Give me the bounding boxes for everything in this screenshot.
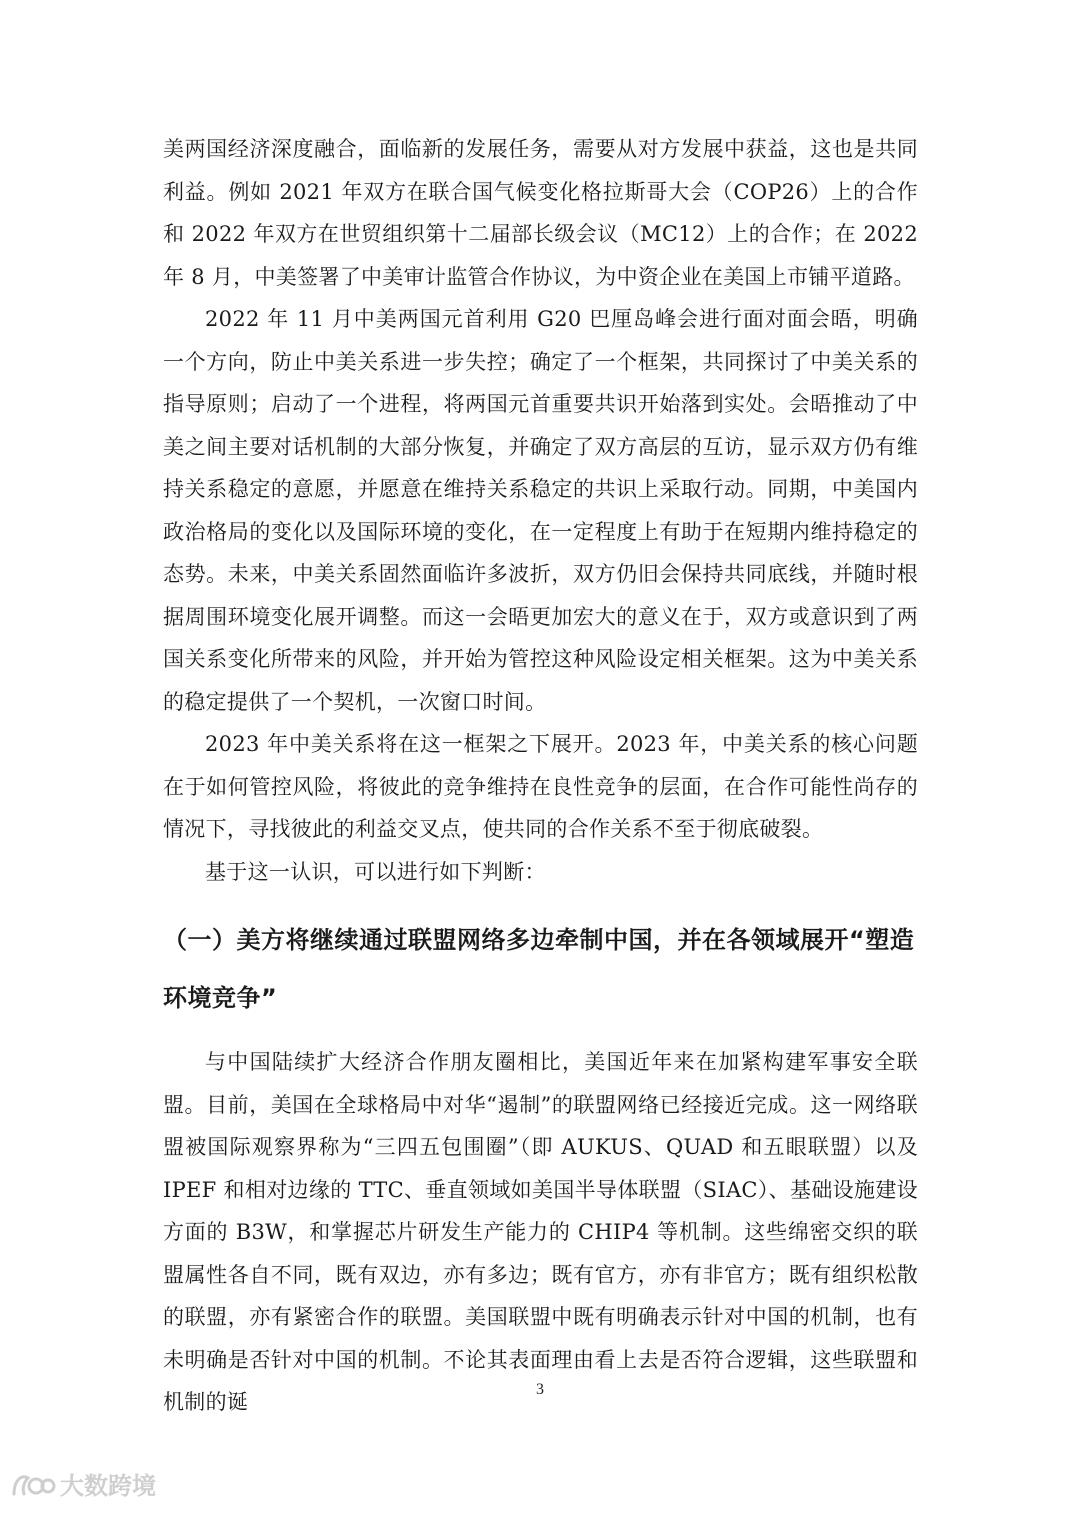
logo-icon <box>10 1468 56 1500</box>
paragraph: 2023 年中美关系将在这一框架之下展开。2023 年，中美关系的核心问题在于如何管控风险，将彼此的竞争维持在良性竞争的层面，在合作可能性尚存的情况下，寻找彼此的利益交叉点，使共同的合作关系不至于彻底破裂。 <box>163 732 918 841</box>
section-heading: （一）美方将继续通过联盟网络多边牵制中国，并在各领域展开“塑造环境竞争” <box>163 926 915 1012</box>
paragraph: 与中国陆续扩大经济合作朋友圈相比，美国近年来在加紧构建军事安全联盟。目前，美国在全球格局中对华“遏制”的联盟网络已经接近完成。这一网络联盟被国际观察界称为“三四五包围圈”（即 AUKUS、QUAD 和五眼联盟）以及 IPEF 和相对边缘的 TTC、垂直领域如美国半导体联盟（SIAC）、基础设施建设方面的 B3W，和掌握芯片研发生产能力的 CHIP4 等机制。这些绵密交织的联盟属性各自不同，既有双边，亦有多边；既有官方，亦有非官方；既有组织松散的联盟，亦有紧密合作的联盟。美国联盟中既有明确表示针对中国的机制，也有未明确是否针对中国的机制。不论其表面理由看上去是否符合逻辑，这些联盟和机制的诞 <box>163 1050 918 1414</box>
paragraph-continuation: 美两国经济深度融合，面临新的发展任务，需要从对方发展中获益，这也是共同利益。例如 2021 年双方在联合国气候变化格拉斯哥大会（COP26）上的合作和 2022 年双方在世贸组织第十二届部长级会议（MC12）上的合作；在 2022 年 8 月，中美签署了中美审计监管合作协议，为中资企业在美国上市铺平道路。 <box>163 137 918 289</box>
watermark <box>10 1466 156 1501</box>
watermark-text: 大数跨境 <box>60 1472 156 1500</box>
document-body <box>163 128 918 1424</box>
page-number: 3 <box>536 1381 544 1398</box>
paragraph: 2022 年 11 月中美两国元首利用 G20 巴厘岛峰会进行面对面会晤，明确一个方向，防止中美关系进一步失控；确定了一个框架，共同探讨了中美关系的指导原则；启动了一个进程，将两国元首重要共识开始落到实处。会晤推动了中美之间主要对话机制的大部分恢复，并确定了双方高层的互访，显示双方仍有维持关系稳定的意愿，并愿意在维持关系稳定的共识上采取行动。同期，中美国内政治格局的变化以及国际环境的变化，在一定程度上有助于在短期内维持稳定的态势。未来，中美关系固然面临许多波折，双方仍旧会保持共同底线，并随时根据周围环境变化展开调整。而这一会晤更加宏大的意义在于，双方或意识到了两国关系变化所带来的风险，并开始为管控这种风险设定相关框架。这为中美关系的稳定提供了一个契机，一次窗口时间。 <box>163 307 918 714</box>
paragraph: 基于这一认识，可以进行如下判断： <box>205 859 546 884</box>
